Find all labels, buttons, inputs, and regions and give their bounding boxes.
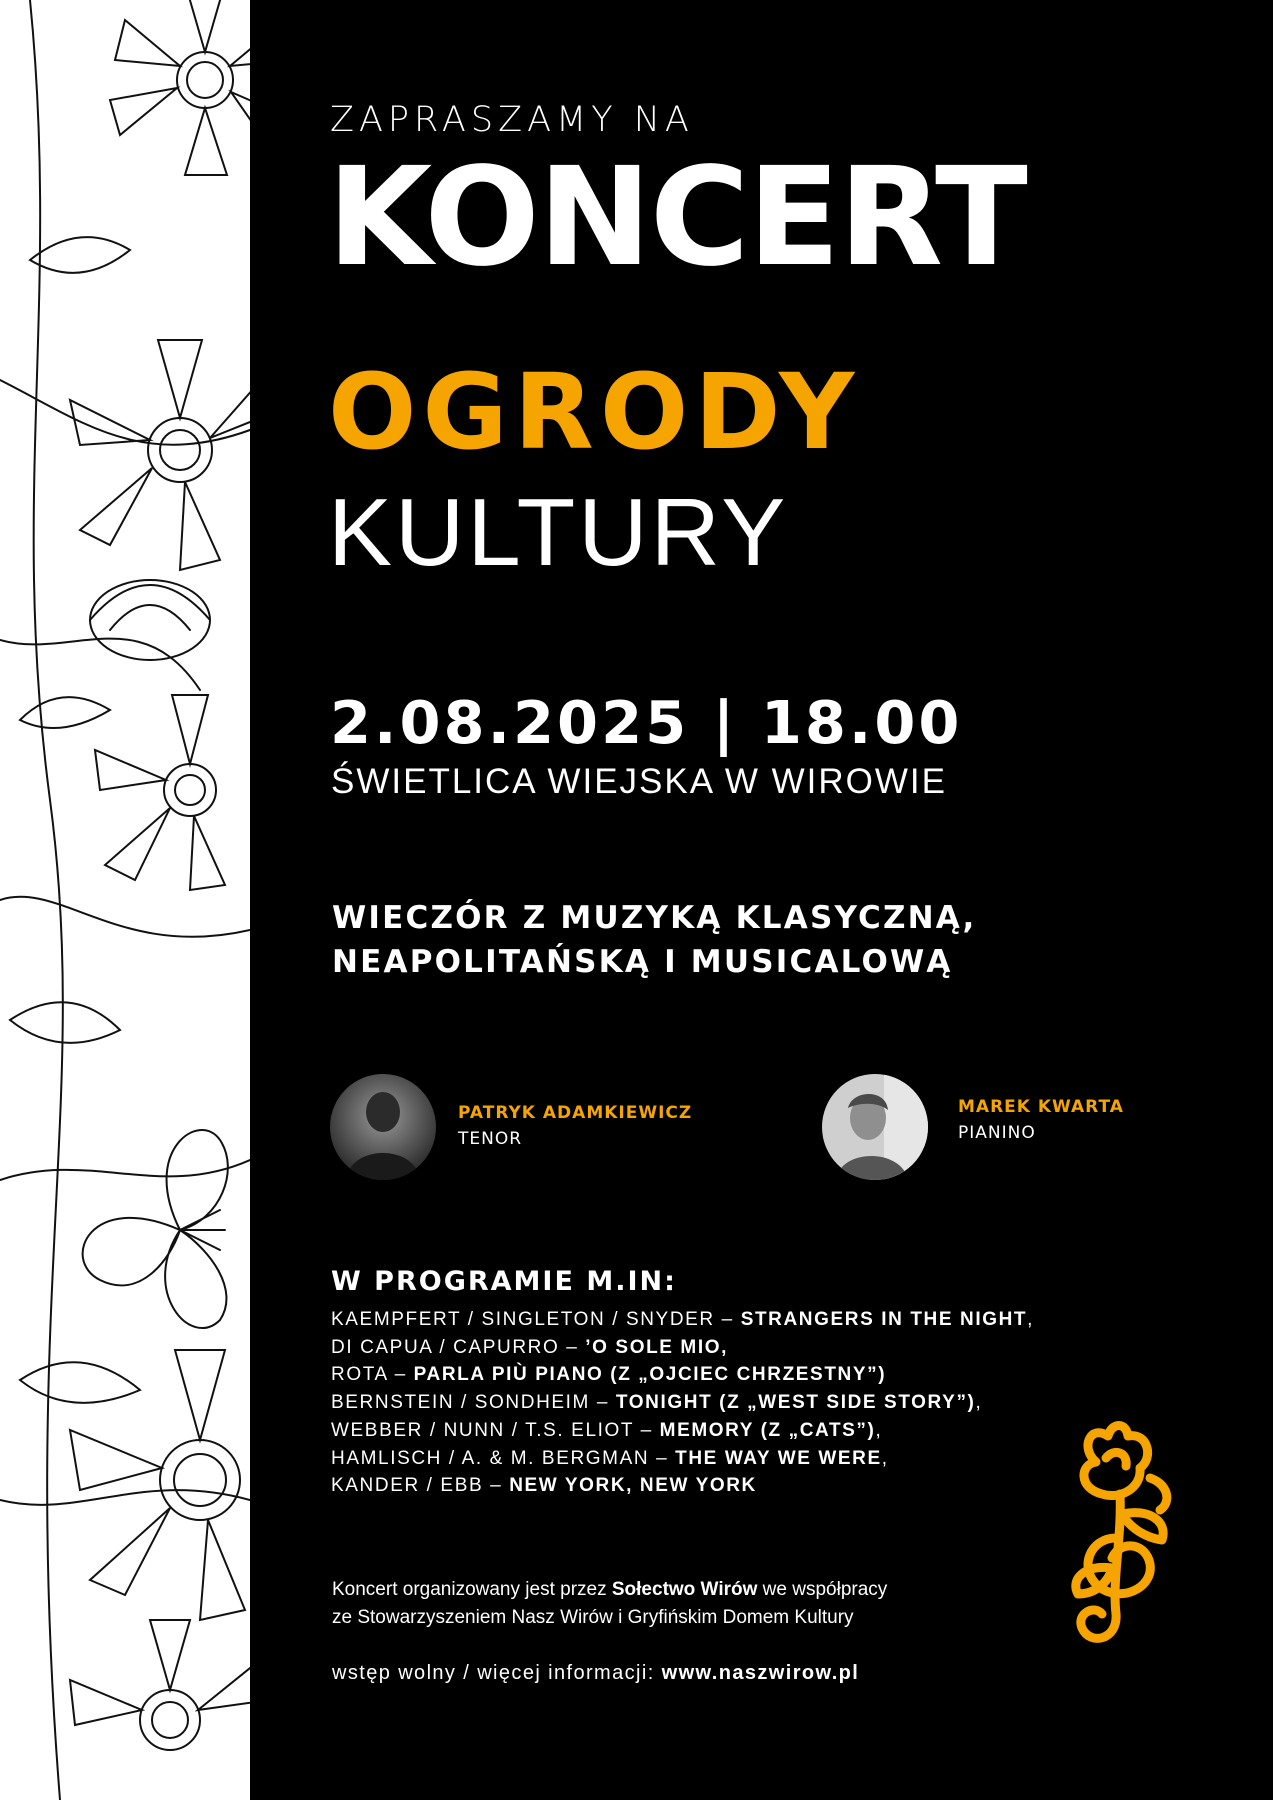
footer-info [332, 1662, 859, 1685]
poster-content [250, 0, 1273, 1800]
organizer-line: Koncert organizowany jest przez Sołectwo Wirów we współpracy [332, 1579, 888, 1600]
website-link[interactable]: www.naszwirow.pl [661, 1662, 860, 1684]
event-name-line2: KULTURY [328, 479, 789, 586]
performer-1-info [458, 1103, 692, 1149]
performer-role: PIANINO [958, 1123, 1036, 1143]
performer-photo [330, 1074, 436, 1180]
event-datetime: 2.08.2025 | 18.00 [330, 688, 963, 757]
intro-text: ZAPRASZAMY NA [330, 100, 694, 140]
event-subtitle [332, 896, 977, 984]
rose-treble-clef-icon [1050, 1418, 1190, 1662]
program-item: BERNSTEIN / SONDHEIM – TONIGHT (Z „WEST SIDE STORY”), [331, 1392, 983, 1414]
floral-illustration-panel [0, 0, 250, 1800]
performer-role: TENOR [458, 1129, 523, 1149]
event-venue: ŚWIETLICA WIEJSKA W WIROWIE [331, 762, 947, 801]
event-name-line1: OGRODY [328, 351, 861, 473]
poster-title: KONCERT [327, 139, 1026, 297]
subtitle-line: WIECZÓR Z MUZYKĄ KLASYCZNĄ, [332, 900, 977, 936]
program-item: WEBBER / NUNN / T.S. ELIOT – MEMORY (Z „CATS”), [331, 1419, 883, 1441]
program-item: KANDER / EBB – NEW YORK, NEW YORK [331, 1475, 757, 1497]
footer-text: wstęp wolny / więcej informacji: [332, 1662, 655, 1684]
program-item: ROTA – PARLA PIÙ PIANO (Z „OJCIEC CHRZESTNY”) [331, 1364, 887, 1386]
floral-line-art [0, 0, 250, 1800]
performer-photo [822, 1074, 928, 1180]
performer-name: MAREK KWARTA [958, 1097, 1124, 1117]
performer-name: PATRYK ADAMKIEWICZ [458, 1103, 693, 1123]
performer-2-info [958, 1097, 1124, 1143]
program-title: W PROGRAMIE M.IN: [331, 1266, 677, 1297]
program-item: DI CAPUA / CAPURRO – ’O SOLE MIO, [331, 1336, 728, 1358]
program-item: KAEMPFERT / SINGLETON / SNYDER – STRANGERS IN THE NIGHT, [331, 1309, 1035, 1330]
organizer-line: ze Stowarzyszeniem Nasz Wirów i Gryfińskim Domem Kultury [332, 1607, 854, 1628]
subtitle-line: NEAPOLITAŃSKĄ I MUSICALOWĄ [332, 944, 953, 980]
program-list [331, 1306, 1034, 1500]
program-item: HAMLISCH / A. & M. BERGMAN – THE WAY WE WERE, [331, 1447, 889, 1469]
organizer-note [332, 1576, 887, 1632]
